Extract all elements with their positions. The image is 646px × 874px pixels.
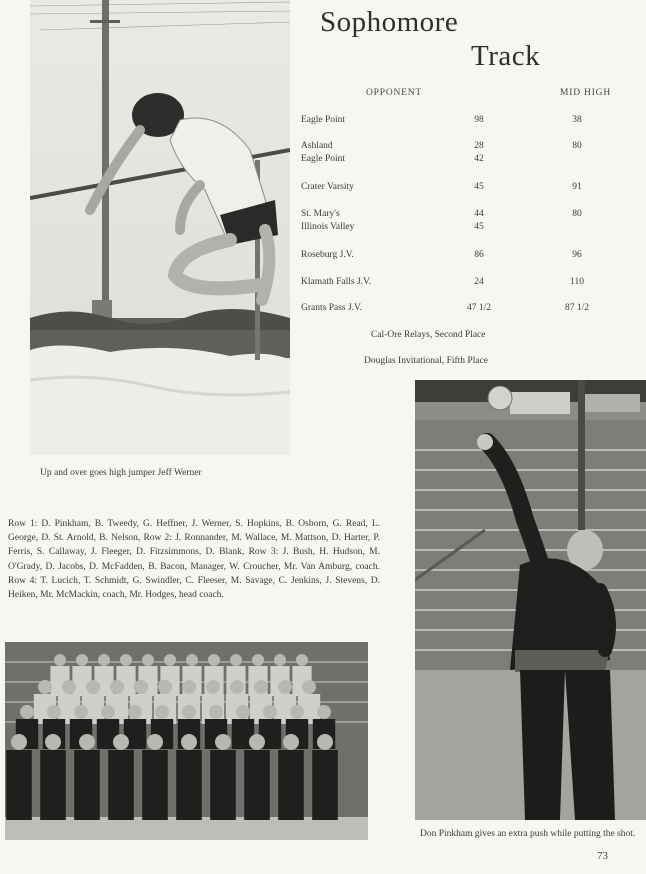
relays-result: Cal-Ore Relays, Second Place bbox=[371, 330, 486, 340]
opponent-name: Illinois Valley bbox=[301, 222, 355, 232]
meet-eagle-point bbox=[301, 114, 591, 127]
shot-put-photo bbox=[415, 380, 646, 820]
team-photo bbox=[5, 642, 368, 840]
mid-high-score: 38 bbox=[572, 115, 582, 125]
mid-high-score: 96 bbox=[572, 250, 582, 260]
opponent-score: 44 bbox=[474, 209, 484, 219]
meet-klamath-falls-jv bbox=[301, 276, 591, 289]
shot-put-caption: Don Pinkham gives an extra push while putting the shot. bbox=[420, 829, 636, 839]
opponent-name: Eagle Point bbox=[301, 154, 346, 164]
mid-high-score: 91 bbox=[572, 182, 582, 192]
opponent-name: St. Mary's bbox=[301, 209, 340, 219]
opponent-score: 47 1/2 bbox=[466, 303, 491, 313]
meet-grants-pass-jv bbox=[301, 302, 591, 315]
opponent-score: 28 bbox=[474, 141, 484, 151]
mid-high-score: 80 bbox=[572, 141, 582, 151]
opponent-score: 98 bbox=[474, 115, 484, 125]
meet-roseburg-jv bbox=[301, 249, 591, 262]
opponent-name: Grants Pass J.V. bbox=[301, 303, 363, 313]
meet-row bbox=[301, 221, 591, 234]
opponent-name: Ashland bbox=[301, 141, 333, 151]
meet-crater-varsity bbox=[301, 181, 591, 194]
opponent-name: Crater Varsity bbox=[301, 182, 354, 192]
opponent-score: 45 bbox=[474, 182, 484, 192]
meet-row bbox=[301, 114, 591, 127]
meet-row bbox=[301, 276, 591, 289]
page-title-line-1: Sophomore bbox=[320, 6, 459, 38]
opponent-column-header: OPPONENT bbox=[366, 88, 423, 98]
opponent-score: 24 bbox=[474, 277, 484, 287]
opponent-score: 86 bbox=[474, 250, 484, 260]
opponent-score: 42 bbox=[474, 154, 484, 164]
page-title-line-2: Track bbox=[471, 40, 541, 72]
mid-high-column-header: MID HIGH bbox=[560, 88, 611, 98]
team-roster-caption: Row 1: D. Pinkham, B. Tweedy, G. Heffner, J. Werner, S. Hopkins, B. Osborn, G. Read, L. George, D. St. Arnold, B. Nelson, Row 2: J. Ronnander, M. Wallace, M. Mattson, D. Harter, P. Ferris, S. Callaway, J. Fleeger, D. Fitzsimmons, D. Blank, Row 3: J. Bush, H. Hudson, M. O'Grady, D. Jacobs, D. McFadden, B. Bacon, Manager, W. Croucher, Mr. Van Amburg, coach. Row 4: T. Lucich, T. Schmidt, G. Swindler, C. Fleeser, M. Savage, C. Jenkins, J. Stevens, D. Heiken, Mr. McMackin, coach, Mr. Hodges, head coach. bbox=[8, 519, 380, 601]
mid-high-score: 87 1/2 bbox=[564, 303, 589, 313]
meet-row bbox=[301, 181, 591, 194]
mid-high-score: 80 bbox=[572, 209, 582, 219]
meet-st-marys-illinois-valley bbox=[301, 208, 591, 234]
meet-row bbox=[301, 249, 591, 262]
opponent-name: Roseburg J.V. bbox=[301, 250, 354, 260]
invitational-result: Douglas Invitational, Fifth Place bbox=[364, 356, 489, 366]
meet-row bbox=[301, 140, 591, 153]
high-jumper-caption: Up and over goes high jumper Jeff Werner bbox=[40, 468, 202, 478]
meet-row bbox=[301, 302, 591, 315]
meet-row bbox=[301, 208, 591, 221]
opponent-name: Eagle Point bbox=[301, 115, 346, 125]
opponent-score: 45 bbox=[474, 222, 484, 232]
meet-row bbox=[301, 153, 591, 166]
mid-high-score: 110 bbox=[570, 277, 584, 287]
high-jump-photo bbox=[30, 0, 290, 455]
opponent-name: Klamath Falls J.V. bbox=[301, 277, 372, 287]
meet-ashland-eagle-point bbox=[301, 140, 591, 166]
page-number: 73 bbox=[597, 850, 608, 862]
